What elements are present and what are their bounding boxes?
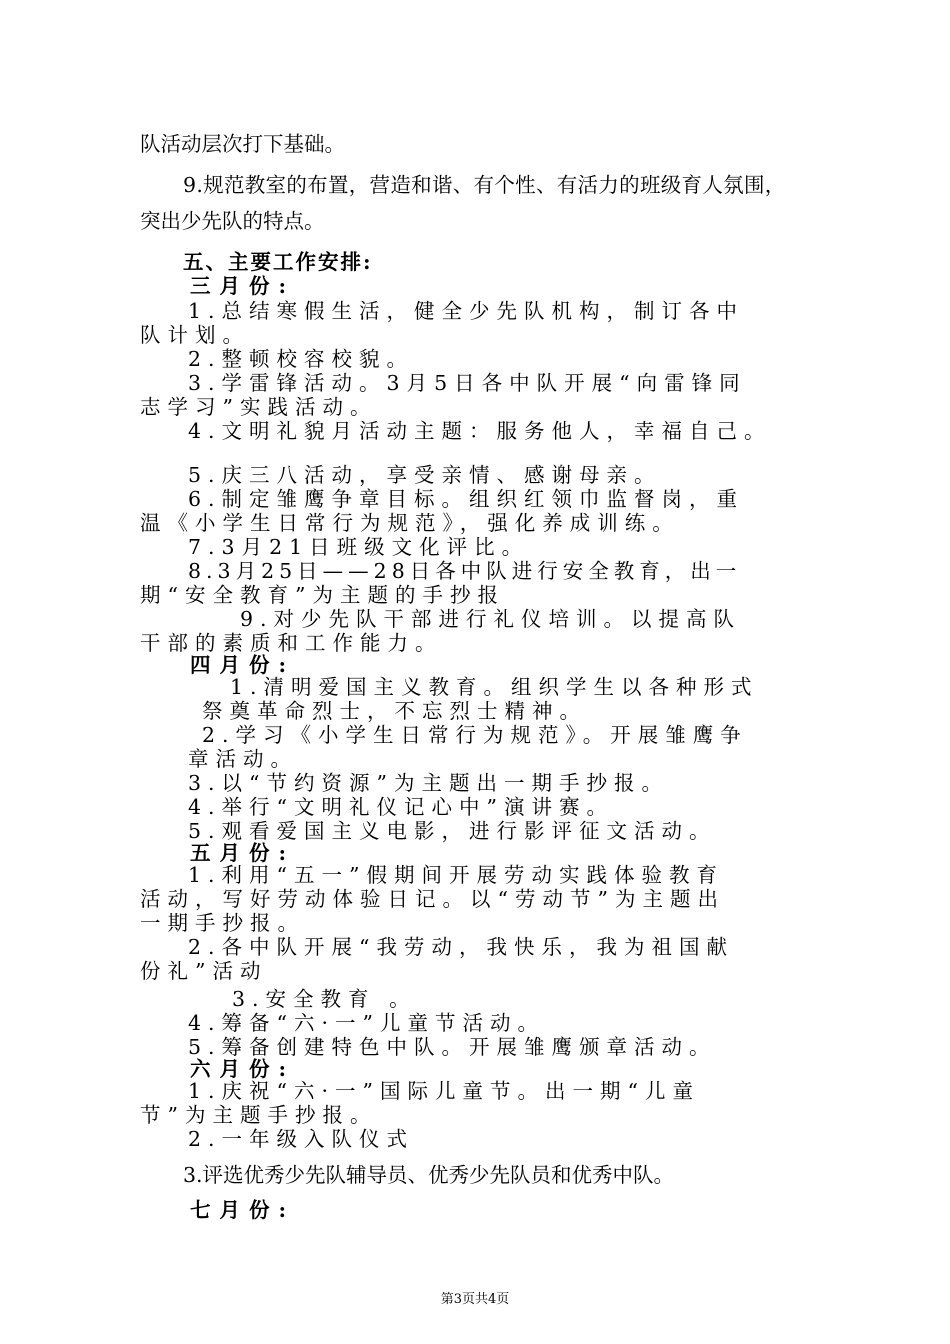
intro-line: 突出少先队的特点。 [140, 209, 325, 233]
list-item: 3.学雷锋活动。3月5日各中队开展“向雷锋同 [188, 371, 747, 395]
list-item: 章活动。 [188, 747, 298, 771]
month-heading-april: 四月份: [190, 653, 296, 677]
month-heading-july: 七月份: [190, 1198, 296, 1222]
list-item: 2.一年级入队仪式 [188, 1127, 415, 1151]
list-item: 4.举行“文明礼仪记心中”演讲赛。 [188, 795, 615, 819]
list-item: 5.观看爱国主义电影，进行影评征文活动。 [188, 819, 717, 843]
list-item: 5.庆三八活动，享受亲情、感谢母亲。 [188, 463, 662, 487]
month-heading-march: 三月份: [190, 274, 296, 298]
list-item: 队计划。 [140, 323, 250, 347]
month-heading-may: 五月份: [190, 841, 296, 865]
intro-line: 9.规范教室的布置，营造和谐、有个性、有活力的班级育人氛围， [183, 173, 786, 197]
list-item: 2.学习《小学生日常行为规范》。开展雏鹰争 [202, 723, 748, 747]
list-item: 3.以“节约资源”为主题出一期手抄报。 [188, 771, 670, 795]
list-item: 份礼”活动 [140, 959, 268, 983]
list-item: 4.文明礼貌月活动主题：服务他人，幸福自己。 [188, 419, 772, 443]
list-item: 3.评选优秀少先队辅导员、优秀少先队员和优秀中队。 [183, 1163, 675, 1187]
list-item: 9.对少先队干部进行礼仪培训。以提高队 [240, 607, 742, 631]
list-item: 干部的素质和工作能力。 [140, 631, 443, 655]
page-footer: 第3页共4页 [440, 1292, 510, 1307]
list-item: 5.筹备创建特色中队。开展雏鹰颁章活动。 [188, 1035, 717, 1059]
list-item: 4.筹备“六·一”儿童节活动。 [188, 1011, 546, 1035]
list-item: 活动，写好劳动体验日记。以“劳动节”为主题出 [140, 887, 725, 911]
section-title: 五、主要工作安排: [183, 250, 373, 274]
list-item: 1.总结寒假生活，健全少先队机构，制订各中 [188, 299, 745, 323]
list-item: 一期手抄报。 [140, 911, 305, 935]
list-item: 2.整顿校容校貌。 [188, 347, 415, 371]
list-item: 8.3月25日——28日各中队进行安全教育，出一 [188, 559, 742, 583]
list-item: 1.庆祝“六·一”国际儿童节。出一期“儿童 [188, 1079, 701, 1103]
list-item: 3.安全教育 。 [232, 987, 417, 1011]
list-item: 节”为主题手抄报。 [140, 1103, 378, 1127]
list-item: 期“安全教育”为主题的手抄报 [140, 583, 505, 607]
list-item: 1.利用“五一”假期间开展劳动实践体验教育 [188, 863, 725, 887]
list-item: 志学习”实践活动。 [140, 395, 378, 419]
intro-line: 队活动层次打下基础。 [140, 132, 345, 156]
month-heading-june: 六月份: [190, 1057, 296, 1081]
list-item: 7.3月21日班级文化评比。 [188, 535, 530, 559]
list-item: 温《小学生日常行为规范》，强化养成训练。 [140, 511, 680, 535]
list-item: 2.各中队开展“我劳动，我快乐，我为祖国献 [188, 935, 735, 959]
list-item: 1.清明爱国主义教育。组织学生以各种形式 [230, 675, 759, 699]
list-item: 祭奠革命烈士，不忘烈士精神。 [202, 699, 587, 723]
list-item: 6.制定雏鹰争章目标。组织红领巾监督岗，重 [188, 487, 745, 511]
